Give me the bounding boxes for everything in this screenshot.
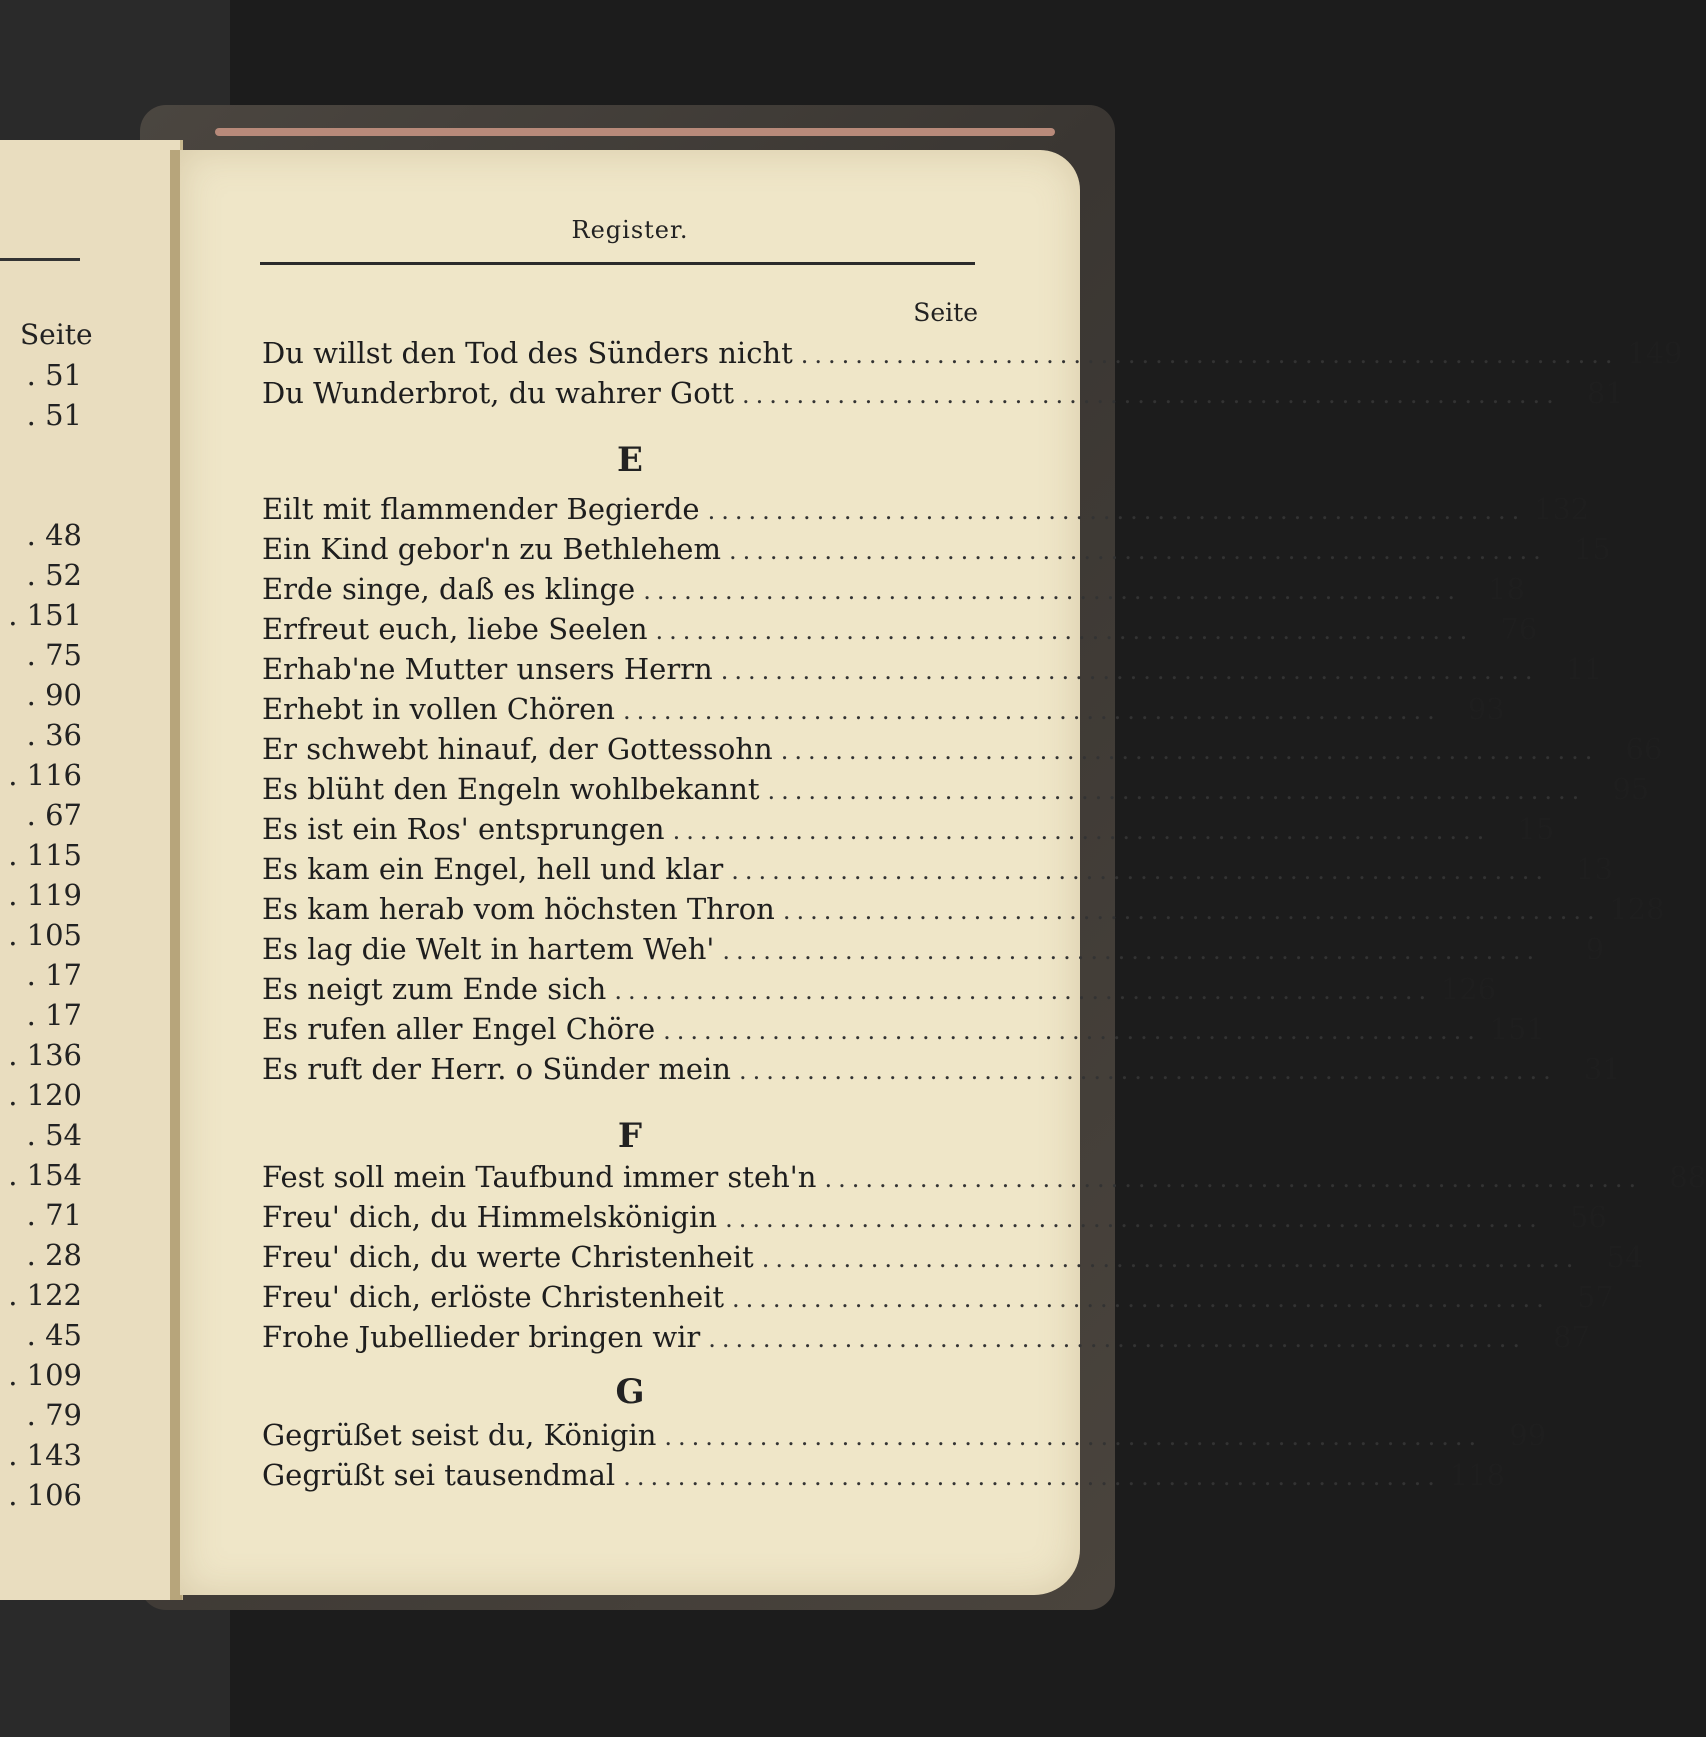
page-edge (215, 128, 1055, 136)
entry-page-number: 11 (1565, 652, 1603, 686)
left-page-number: . 51 (26, 358, 82, 392)
register-entry (262, 1280, 1614, 1318)
dot-leader: ............................................................ (738, 1057, 1557, 1085)
entry-page-number: 18 (1488, 572, 1525, 606)
entry-title: Es lag die Welt in hartem Weh' (262, 932, 715, 966)
register-entry (262, 532, 1611, 570)
dot-leader: ............................................................ (722, 937, 1541, 965)
dot-leader: ............................................................ (614, 977, 1433, 1005)
entry-page-number: 15 (1517, 812, 1555, 846)
register-entry (262, 336, 1683, 374)
entry-page-number: 118 (1449, 1458, 1505, 1492)
left-page-number: . 54 (26, 1118, 82, 1152)
register-entry (262, 572, 1525, 610)
entry-title: Gegrüßt sei tausendmal (262, 1458, 616, 1492)
register-entry (262, 1200, 1607, 1238)
entry-title: Fest soll mein Taufbund immer steh'n (262, 1160, 817, 1194)
entry-title: Erhab'ne Mutter unsers Herrn (262, 652, 713, 686)
left-page-number: . 119 (8, 878, 82, 912)
left-page-number: . 122 (8, 1278, 82, 1312)
register-entry (262, 492, 1590, 530)
entry-title: Freu' dich, du Himmelskönigin (262, 1200, 718, 1234)
register-entry (262, 1418, 1547, 1456)
entry-page-number: 54 (1606, 1240, 1644, 1274)
letter-heading-g: G (615, 1372, 645, 1412)
left-page-number: . 75 (26, 638, 82, 672)
dot-leader: ............................................................ (767, 777, 1586, 805)
left-page-number: . 116 (8, 758, 82, 792)
dot-leader: ............................................................ (725, 1205, 1543, 1233)
page-column-heading: Seite (913, 298, 978, 327)
register-entry (262, 732, 1663, 770)
register-entry (262, 972, 1497, 1010)
left-page-number: . 143 (8, 1438, 82, 1472)
dot-leader: ............................................................ (622, 697, 1441, 725)
left-page-number: . 51 (26, 398, 82, 432)
register-entry (262, 612, 1538, 650)
dot-leader: ............................................................ (800, 341, 1619, 369)
entry-page-number: 151 (1489, 1012, 1545, 1046)
register-entry (262, 892, 1665, 930)
entry-title: Du Wunderbrot, du wahrer Gott (262, 376, 734, 410)
dot-leader: ............................................................ (728, 537, 1547, 565)
register-entry (262, 812, 1555, 850)
register-entry (262, 852, 1613, 890)
entry-title: Freu' dich, du werte Christenheit (262, 1240, 754, 1274)
entry-page-number: 126 (1440, 972, 1497, 1006)
entry-page-number: 95 (1612, 772, 1650, 806)
entry-page-number: 13 (1576, 852, 1613, 886)
register-entry (262, 772, 1650, 810)
dot-leader: ............................................................ (742, 381, 1560, 409)
entry-page-number: 15 (1573, 532, 1611, 566)
left-page-number: . 17 (26, 958, 82, 992)
dot-leader: ............................................................ (623, 1463, 1441, 1491)
register-entry (262, 1458, 1505, 1496)
left-page-number: . 90 (26, 678, 82, 712)
entry-title: Frohe Jubellieder bringen wir (262, 1320, 701, 1354)
entry-title: Ein Kind gebor'n zu Bethlehem (262, 532, 721, 566)
left-page-number: . 52 (26, 558, 82, 592)
entry-title: Erfreut euch, liebe Seelen (262, 612, 648, 646)
register-entry (262, 932, 1605, 970)
left-page-number: . 17 (26, 998, 82, 1032)
entry-page-number: 88 (1669, 1160, 1706, 1194)
entry-title: Es ruft der Herr. o Sünder mein (262, 1052, 731, 1086)
entry-page-number: 132 (1533, 492, 1590, 526)
dot-leader: ............................................................ (707, 497, 1526, 525)
entry-title: Erhebt in vollen Chören (262, 692, 615, 726)
left-page-number: . 109 (8, 1358, 82, 1392)
left-page-number: . 28 (26, 1238, 82, 1272)
dot-leader: ............................................................ (731, 857, 1549, 885)
register-entry (262, 1160, 1706, 1198)
dot-leader: ............................................................ (708, 1325, 1527, 1353)
entry-title: Es kam herab vom höchsten Thron (262, 892, 775, 926)
entry-page-number: 99 (1509, 1418, 1547, 1452)
entry-page-number: 66 (1625, 732, 1663, 766)
entry-page-number: 31 (1583, 1052, 1621, 1086)
left-page-number: . 136 (8, 1038, 82, 1072)
left-page-number: . 120 (8, 1078, 82, 1112)
left-page-number: . 36 (26, 718, 82, 752)
entry-page-number: 57 (1576, 1280, 1614, 1314)
left-header-rule (0, 258, 80, 261)
entry-page-number: 128 (1609, 892, 1665, 926)
title-rule (260, 262, 975, 265)
entry-title: Freu' dich, erlöste Christenheit (262, 1280, 725, 1314)
dot-leader: ............................................................ (643, 577, 1461, 605)
dot-leader: ............................................................ (663, 1017, 1481, 1045)
left-page-number: . 106 (8, 1478, 82, 1512)
entry-title: Er schwebt hinauf, der Gottessohn (262, 732, 773, 766)
dot-leader: ............................................................ (824, 1165, 1643, 1193)
dot-leader: ............................................................ (720, 657, 1539, 685)
page-title: Register. (571, 216, 689, 244)
left-page-number: . 45 (26, 1318, 82, 1352)
dot-leader: ............................................................ (761, 1245, 1580, 1273)
dot-leader: ............................................................ (782, 897, 1601, 925)
left-page-number: . 154 (8, 1158, 82, 1192)
entry-title: Es rufen aller Engel Chöre (262, 1012, 656, 1046)
register-entry (262, 692, 1505, 730)
left-page-number: . 115 (8, 838, 82, 872)
left-page-number: . 71 (26, 1198, 82, 1232)
entry-title: Erde singe, daß es klinge (262, 572, 636, 606)
left-page-number: . 67 (26, 798, 82, 832)
dot-leader: ............................................................ (732, 1285, 1550, 1313)
entry-page-number: 87 (1553, 1320, 1591, 1354)
left-page-number: . 105 (8, 918, 82, 952)
entry-page-number: 81 (1586, 376, 1624, 410)
letter-heading-e: E (617, 440, 643, 480)
register-entry (262, 652, 1603, 690)
entry-page-number: 56 (1569, 1200, 1607, 1234)
entry-page-number: 93 (1467, 692, 1505, 726)
entry-title: Eilt mit flammender Begierde (262, 492, 700, 526)
left-page-number: . 79 (26, 1398, 82, 1432)
register-entry (262, 1320, 1591, 1358)
entry-title: Gegrüßet seist du, Königin (262, 1418, 657, 1452)
register-entry (262, 1052, 1621, 1090)
entry-title: Es ist ein Ros' entsprungen (262, 812, 665, 846)
register-entry (262, 376, 1624, 414)
entry-page-number: 76 (1500, 612, 1538, 646)
entry-title: Es neigt zum Ende sich (262, 972, 607, 1006)
entry-page-number: 149 (1627, 336, 1683, 370)
dot-leader: ............................................................ (780, 737, 1599, 765)
dot-leader: ............................................................ (655, 617, 1474, 645)
entry-title: Du willst den Tod des Sünders nicht (262, 336, 793, 370)
register-entry (262, 1012, 1545, 1050)
entry-title: Es blüht den Engeln wohlbekannt (262, 772, 760, 806)
left-page-heading: Seite (20, 318, 93, 351)
dot-leader: ............................................................ (672, 817, 1491, 845)
letter-heading-f: F (617, 1116, 643, 1156)
dot-leader: ............................................................ (664, 1423, 1483, 1451)
entry-title: Es kam ein Engel, hell und klar (262, 852, 724, 886)
entry-page-number: 9 (1585, 932, 1605, 966)
left-page-number: . 151 (8, 598, 82, 632)
register-entry (262, 1240, 1644, 1278)
left-page-number: . 48 (26, 518, 82, 552)
